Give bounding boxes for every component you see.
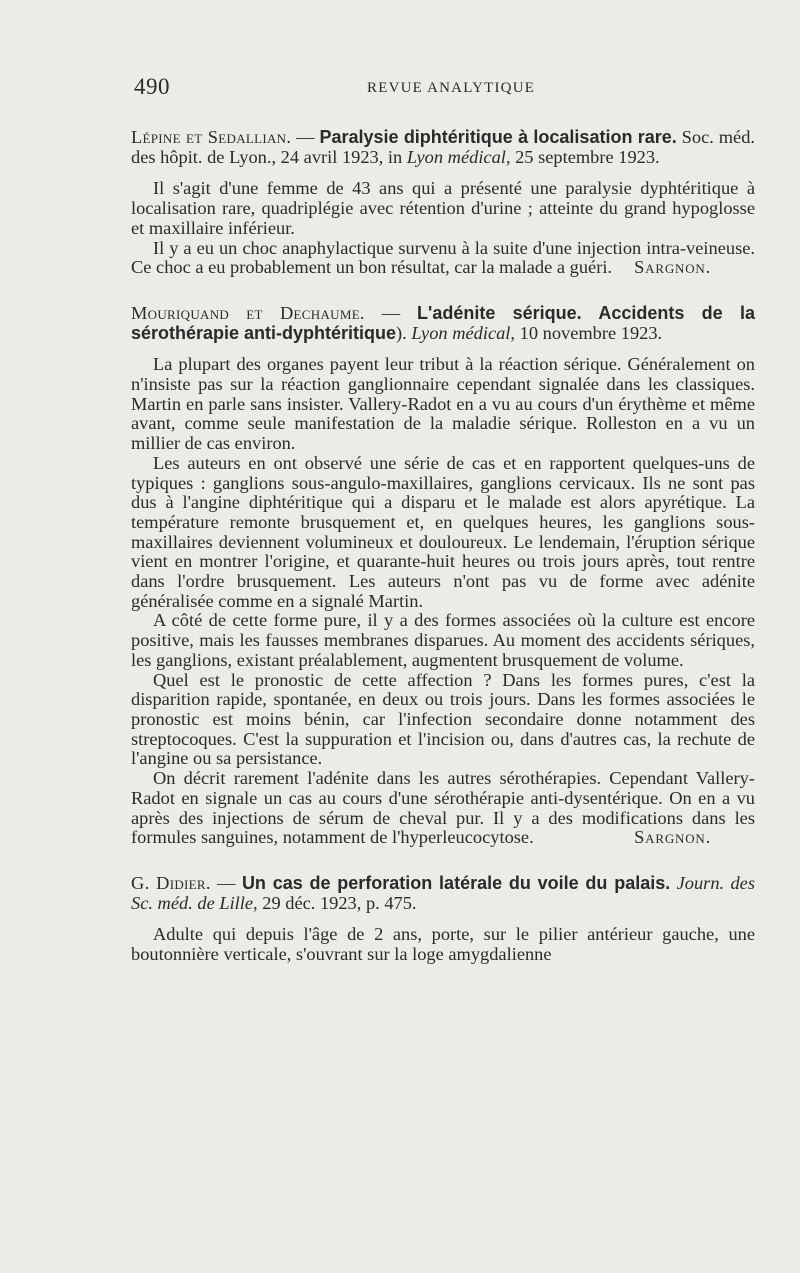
article-date: 25 septembre 1923. xyxy=(510,146,660,167)
article-heading xyxy=(131,874,755,913)
article-heading xyxy=(131,304,755,343)
journal-name: Lyon médical, xyxy=(411,322,516,343)
paragraph: La plupart des organes payent leur tribut à la réaction sérique. Généralement on n'insiste pas sur la réaction ganglionnaire cependant signalée dans les classiques. Martin en parle sans insister. Vallery-Radot en a vu au cours d'un érythème et même avant, comme seule manifestation de la maladie sérique. Rolleston en a vu un millier de cas environ. xyxy=(131,354,755,454)
article-authors: Lépine et Sedallian. xyxy=(131,127,292,147)
article-date: 29 déc. 1923, p. 475. xyxy=(257,892,417,913)
dash: — xyxy=(210,872,242,893)
running-title: REVUE ANALYTIQUE xyxy=(367,80,536,96)
paragraph: Adulte qui depuis l'âge de 2 ans, porte, sur le pilier antérieur gauche, une boutonnière verticale, s'ouvrant sur la loge amygdalienne xyxy=(131,924,755,965)
paragraph xyxy=(131,769,755,848)
dash: — xyxy=(364,302,418,323)
paragraph: Il s'agit d'une femme de 43 ans qui a présenté une paralysie dyphtéritique à localisation rare, quadriplégie avec rétention d'urine ; atteinte du grand hypoglosse et maxillaire inférieur. xyxy=(131,178,755,238)
journal-name: Lyon médical, xyxy=(406,146,511,167)
reviewer-signature: Sargnon. xyxy=(634,257,711,278)
journal-name: Journ. des Sc. méd. de Lille, xyxy=(131,872,755,913)
article-date: 10 novembre 1923. xyxy=(515,322,663,343)
paragraph: A côté de cette forme pure, il y a des formes associées où la culture est encore positive, mais les fausses membranes disparues. Au moment des accidents sériques, les ganglions, existant préalablement, augmentent brusquement de volume. xyxy=(131,610,755,670)
article-authors: G. Didier. xyxy=(131,872,211,893)
article-authors: Mouriquand et Dechaume. xyxy=(131,302,365,323)
paragraph-text: Il y a eu un choc anaphylactique survenu à la suite d'une injection intra-veineuse. Ce choc a eu probablement un bon résultat, car la malade a guéri. xyxy=(131,237,755,278)
article-title: Paralysie diphtéritique à localisation rare. xyxy=(319,127,677,147)
reviewer-signature: Sargnon. xyxy=(634,827,711,848)
article-source: Soc. méd. des hôpit. de Lyon., 24 avril 1923, in xyxy=(131,127,756,167)
article-3 xyxy=(131,874,755,965)
article-1 xyxy=(131,128,755,278)
paragraph xyxy=(131,239,755,278)
dash: — xyxy=(291,127,320,147)
paragraph-text: On décrit rarement l'adénite dans les autres sérothérapies. Cependant Vallery-Radot en signale un cas au cours d'une sérothérapie anti-dysentérique. On en a vu après des injections de sérum de cheval pur. Il y a des modifications dans les formules sanguines, notamment de l'hyperleucocytose. xyxy=(131,768,755,848)
page-number: 490 xyxy=(134,74,170,99)
paragraph: Quel est le pronostic de cette affection ? Dans les formes pures, c'est la disparition rapide, spontanée, en deux ou trois jours. Dans les formes associées le pronostic est moins bénin, car l'infection secondaire donne notamment des streptocoques. C'est la suppuration et l'incision ou, dans d'autres cas, la rechute de l'angine ou sa persistance. xyxy=(131,669,755,769)
running-header xyxy=(134,74,754,104)
page-content xyxy=(131,128,755,979)
article-source: ). xyxy=(396,322,412,343)
article-2 xyxy=(131,304,755,848)
paragraph: Les auteurs en ont observé une série de cas et en rapportent quelques-uns de typiques : ganglions sous-angulo-maxillaires, ganglions cervicaux. Ils ne sont pas dus à l'angine diphtéritique qui a disparu et le malade est alors apyrétique. La température remonte brusquement et, en quelques heures, les ganglions sous-maxillaires deviennent volumineux et douloureux. Le lendemain, l'éruption sérique vient en montrer l'origine, et quarante-huit heures ou trois jours après, tout rentre dans l'ordre brusquement. Les auteurs n'ont pas vu de forme avec adénite généralisée comme en a signalé Martin. xyxy=(131,452,755,611)
article-title: L'adénite sérique. Accidents de la sérothérapie anti-dyphtéritique xyxy=(131,302,755,343)
article-title: Un cas de perforation latérale du voile du palais. xyxy=(241,872,671,893)
article-heading xyxy=(131,128,755,167)
